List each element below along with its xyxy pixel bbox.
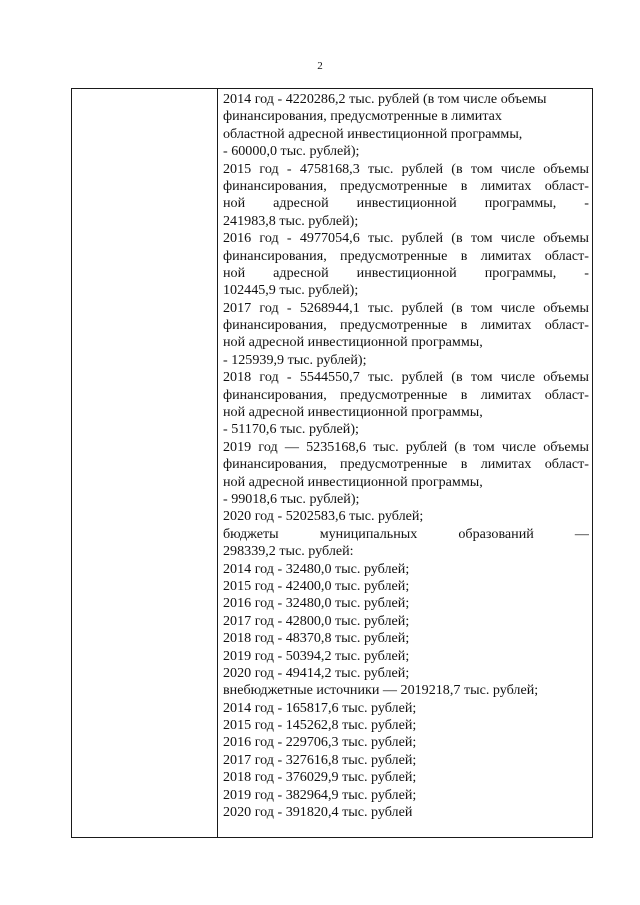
text-line: 298339,2 тыс. рублей:	[223, 543, 354, 560]
text-line: 2014 год - 4220286,2 тыс. рублей (в том числе объемы	[223, 91, 547, 107]
page-number: 2	[317, 60, 323, 72]
text-line: 2018 год - 5544550,7 тыс. рублей (в том числе объемы	[223, 369, 589, 386]
text-line: ной адресной инвестиционной программы, -	[223, 195, 589, 212]
text-line: 2016 год - 229706,3 тыс. рублей;	[223, 734, 417, 751]
text-line: финансирования, предусмотренные в лимитах област-	[223, 247, 589, 264]
text-line: 2015 год - 42400,0 тыс. рублей;	[223, 577, 410, 594]
text-line: 2019 год — 5235168,6 тыс. рублей (в том числе объемы	[223, 438, 589, 455]
text-line: 2016 год - 4977054,6 тыс. рублей (в том числе объемы	[223, 230, 589, 247]
text-line: ной адресной инвестиционной программы,	[223, 404, 483, 421]
text-line: 2014 год - 32480,0 тыс. рублей;	[223, 560, 410, 577]
text-line: финансирования, предусмотренные в лимитах област-	[223, 177, 589, 194]
text-line: 102445,9 тыс. рублей);	[223, 282, 359, 299]
text-line: 2017 год - 327616,8 тыс. рублей;	[223, 751, 417, 768]
funding-table	[71, 88, 593, 838]
text-line: 2019 год - 382964,9 тыс. рублей;	[223, 786, 417, 803]
text-line: 2019 год - 50394,2 тыс. рублей;	[223, 647, 410, 664]
text-line: - 51170,6 тыс. рублей);	[223, 421, 359, 438]
text-line: ной адресной инвестиционной программы, -	[223, 264, 589, 281]
column-divider	[217, 89, 218, 837]
text-line: областной адресной инвестиционной программы,	[223, 125, 523, 142]
text-line: бюджеты муниципальных образований —	[223, 525, 589, 542]
text-line: - 99018,6 тыс. рублей);	[223, 490, 360, 507]
text-line: финансирования, предусмотренные в лимитах област-	[223, 456, 589, 473]
text-line: 241983,8 тыс. рублей);	[223, 212, 359, 229]
text-line: финансирования, предусмотренные в лимитах област-	[223, 317, 589, 334]
text-line: 2017 год - 5268944,1 тыс. рублей (в том числе объемы	[223, 299, 589, 316]
text-line: ной адресной инвестиционной программы,	[223, 473, 483, 490]
text-line: 2020 год - 49414,2 тыс. рублей;	[223, 664, 410, 681]
text-line: финансирования, предусмотренные в лимитах	[223, 108, 502, 125]
text-line: ной адресной инвестиционной программы,	[223, 334, 483, 351]
text-line: 2015 год - 4758168,3 тыс. рублей (в том числе объемы	[223, 160, 589, 177]
text-line: 2020 год - 391820,4 тыс. рублей	[223, 804, 413, 821]
text-line: 2020 год - 5202583,6 тыс. рублей;	[223, 508, 424, 525]
text-line: 2017 год - 42800,0 тыс. рублей;	[223, 612, 410, 629]
text-line: внебюджетные источники — 2019218,7 тыс. рублей;	[223, 682, 539, 699]
text-line: 2014 год - 165817,6 тыс. рублей;	[223, 699, 417, 716]
text-line: финансирования, предусмотренные в лимитах област-	[223, 386, 589, 403]
text-line: 2018 год - 376029,9 тыс. рублей;	[223, 769, 417, 786]
text-line: 2015 год - 145262,8 тыс. рублей;	[223, 717, 417, 734]
text-line: 2016 год - 32480,0 тыс. рублей;	[223, 595, 410, 612]
funding-text-cell	[223, 91, 589, 821]
text-line: - 125939,9 тыс. рублей);	[223, 351, 367, 368]
text-line: - 60000,0 тыс. рублей);	[223, 143, 360, 160]
text-line: 2018 год - 48370,8 тыс. рублей;	[223, 630, 410, 647]
